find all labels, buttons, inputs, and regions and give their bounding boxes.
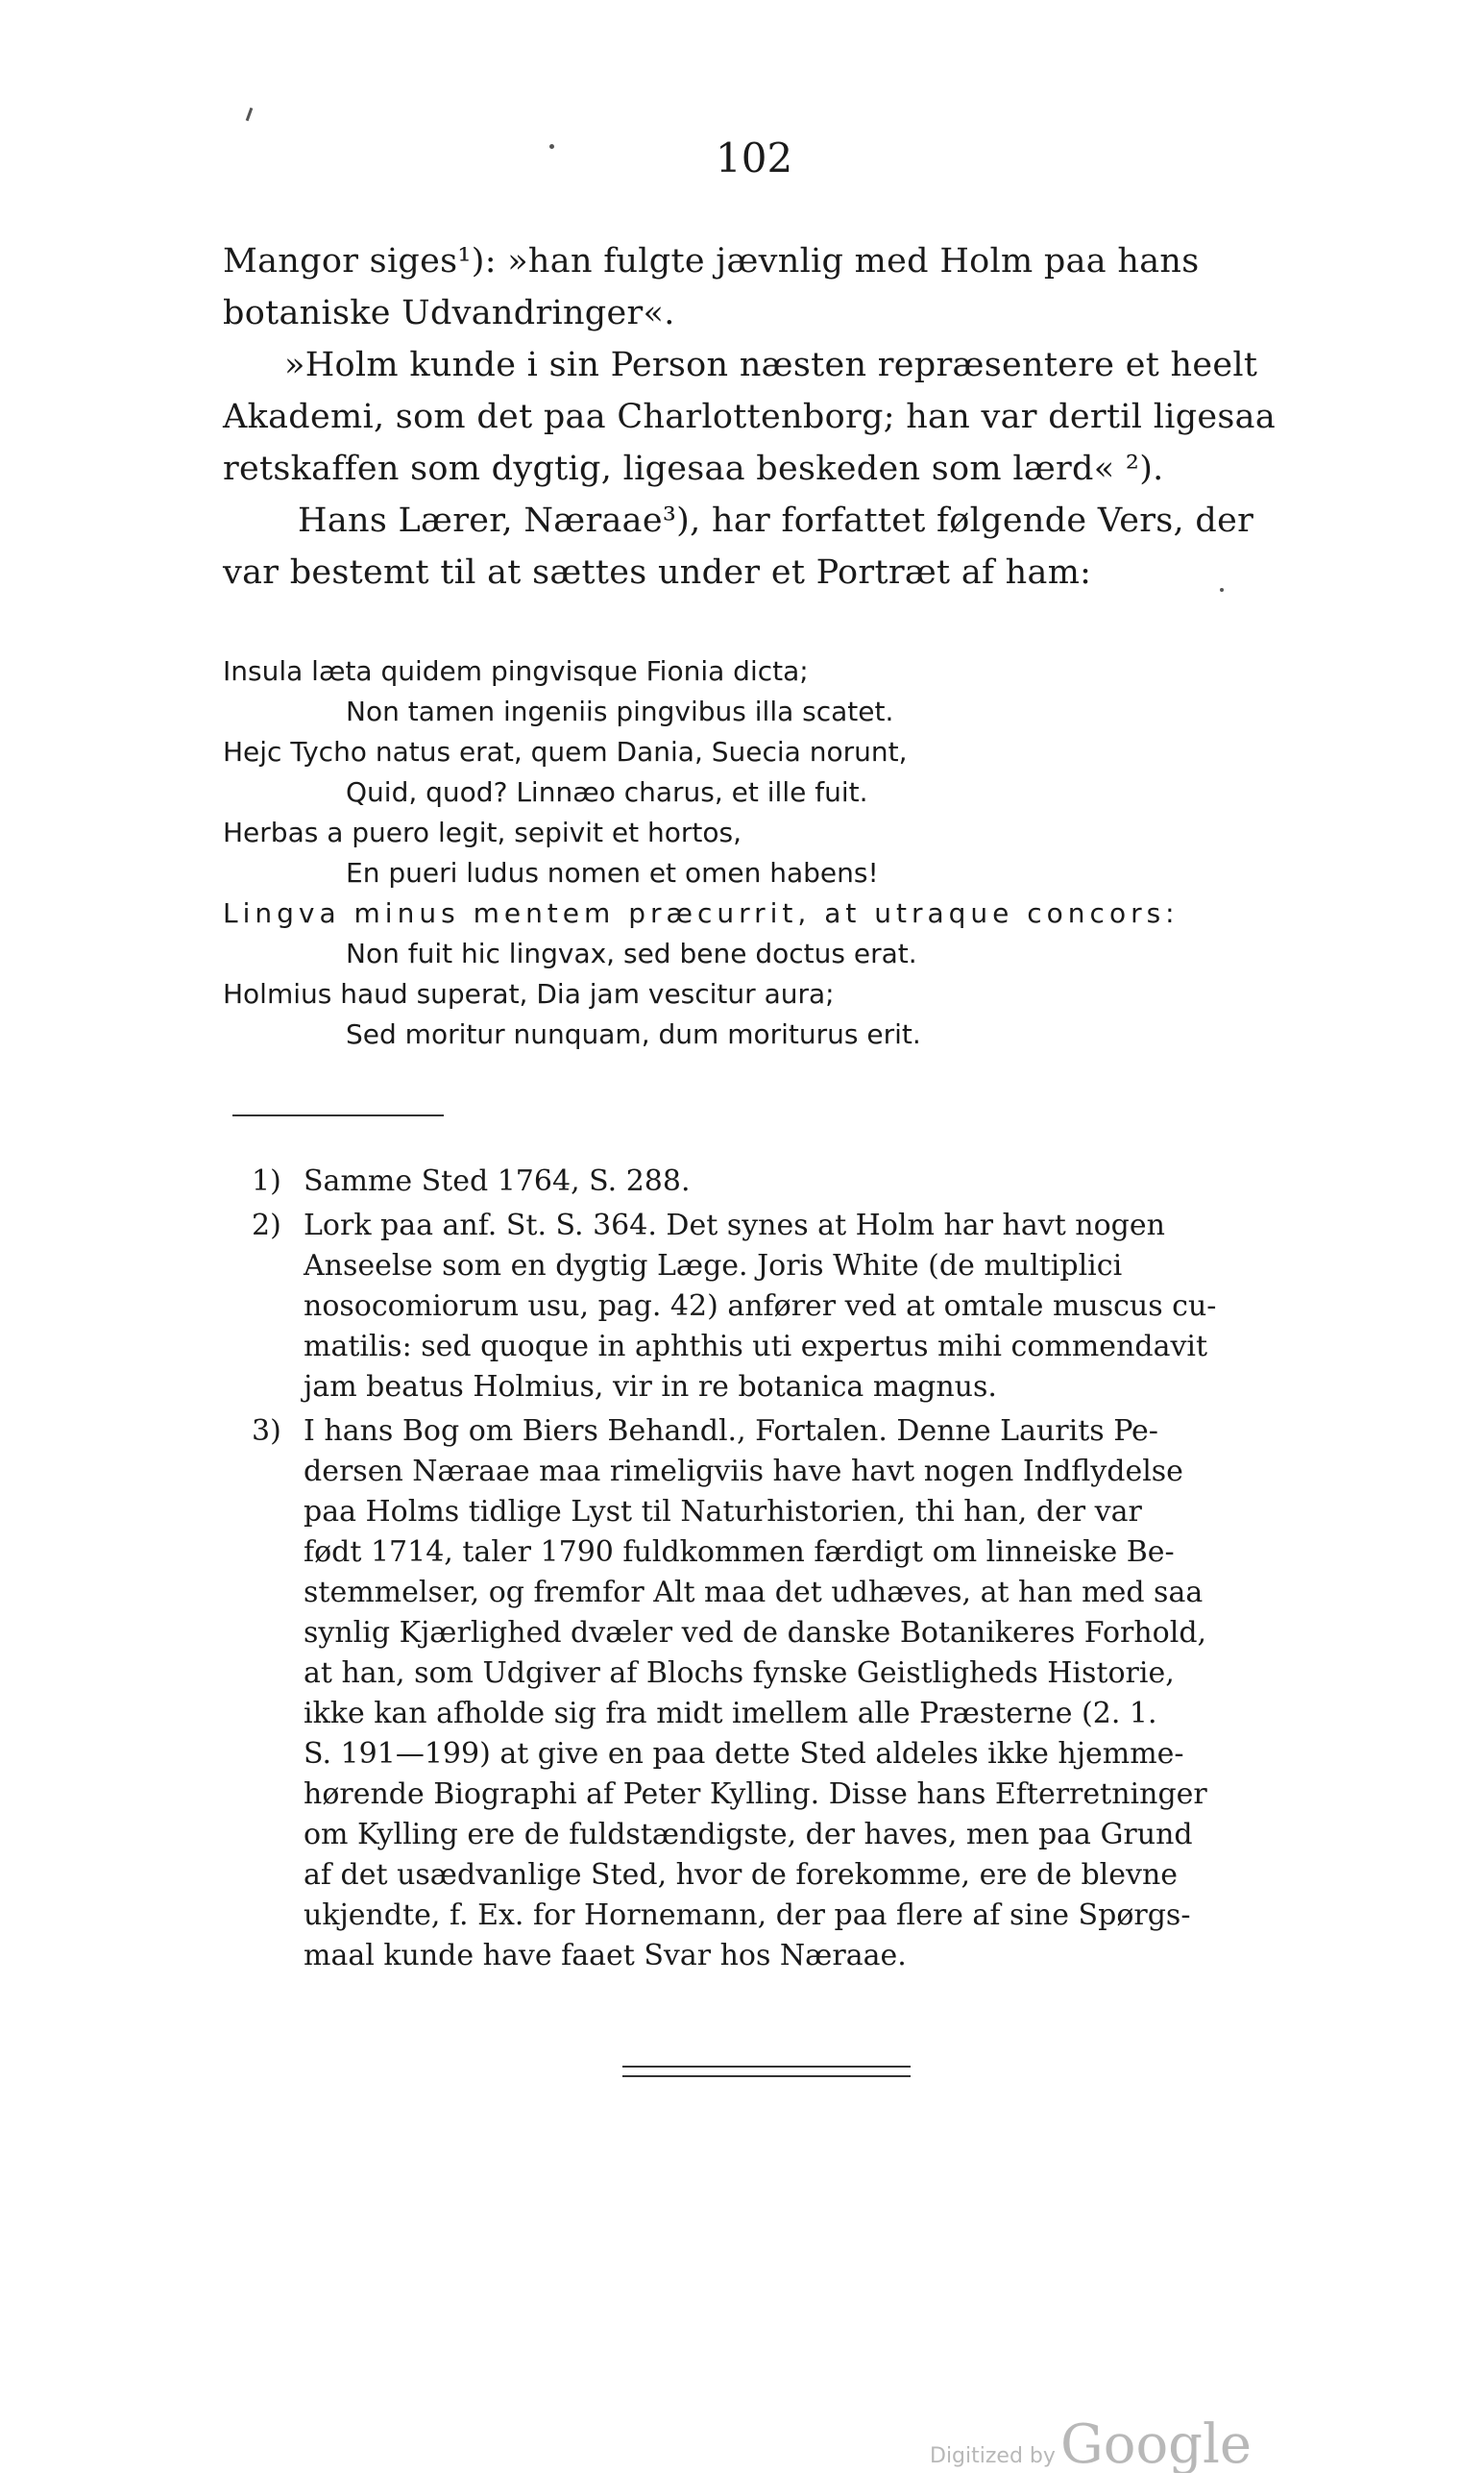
body-line: Mangor siges¹): »han fulgte jævnlig med Holm paa hans (223, 242, 1200, 281)
verse-line: Holmius haud superat, Dia jam vescitur aura; (223, 978, 835, 1010)
footnote-line: om Kylling ere de fuldstændigste, der haves, men paa Grund (304, 1818, 1193, 1851)
body-line: Hans Lærer, Næraae³), har forfattet følgende Vers, der (298, 502, 1254, 540)
body-line: var bestemt til at sættes under et Portræt af ham: (223, 553, 1092, 592)
verse-line: Herbas a puero legit, sepivit et hortos, (223, 817, 742, 848)
body-line: retskaffen som dygtig, ligesaa beskeden som lærd« ²). (223, 450, 1164, 488)
verse-line: Quid, quod? Linnæo charus, et ille fuit. (346, 776, 868, 808)
verse-line: Non fuit hic lingvax, sed bene doctus erat. (346, 938, 917, 969)
scan-speck (246, 108, 254, 121)
scan-speck (1220, 588, 1224, 592)
footnote-line: S. 191—199) at give en paa dette Sted aldeles ikke hjemme- (304, 1737, 1184, 1771)
footnote-line: synlig Kjærlighed dvæler ved de danske Botanikeres Forhold, (304, 1616, 1207, 1650)
page-number: 102 (716, 135, 793, 182)
footnote-line: Lork paa anf. St. S. 364. Det synes at Holm har havt nogen (304, 1209, 1165, 1242)
end-rule-bottom (622, 2075, 911, 2077)
footnote-marker: 2) (252, 1209, 281, 1242)
digitized-by-google-watermark (930, 2413, 1252, 2473)
footnote-marker: 1) (252, 1164, 281, 1198)
body-line: Akademi, som det paa Charlottenborg; han var dertil ligesaa (223, 398, 1277, 436)
google-logo: Google (1060, 2413, 1253, 2473)
footnote-line: matilis: sed quoque in aphthis uti expertus mihi commendavit (304, 1330, 1208, 1363)
footnote-line: paa Holms tidlige Lyst til Naturhistorien, thi han, der var (304, 1495, 1142, 1529)
verse-line: En pueri ludus nomen et omen habens! (346, 857, 879, 889)
footnote-line: hørende Biographi af Peter Kylling. Disse hans Efterretninger (304, 1777, 1207, 1811)
footnote-line: dersen Næraae maa rimeligviis have havt nogen Indflydelse (304, 1455, 1183, 1488)
verse-line: Hejc Tycho natus erat, quem Dania, Suecia norunt, (223, 736, 908, 768)
body-line: »Holm kunde i sin Person næsten repræsentere et heelt (284, 346, 1258, 384)
end-rule-top (622, 2066, 911, 2068)
footnote-line: nosocomiorum usu, pag. 42) anfører ved at omtale muscus cu- (304, 1289, 1217, 1323)
scan-speck (549, 144, 554, 149)
footnote-line: stemmelser, og fremfor Alt maa det udhæves, at han med saa (304, 1576, 1204, 1609)
footnote-line: Anseelse som en dygtig Læge. Joris White (de multiplici (304, 1249, 1123, 1283)
footnote-line: ukjendte, f. Ex. for Hornemann, der paa flere af sine Spørgs- (304, 1898, 1191, 1932)
footnote-line: at han, som Udgiver af Blochs fynske Geistligheds Historie, (304, 1656, 1175, 1690)
footnote-line: af det usædvanlige Sted, hvor de forekomme, ere de blevne (304, 1858, 1179, 1892)
verse-line: Sed moritur nunquam, dum moriturus erit. (346, 1018, 921, 1050)
footnote-line: født 1714, taler 1790 fuldkommen færdigt om linneiske Be- (304, 1535, 1175, 1569)
body-line: botaniske Udvandringer«. (223, 294, 675, 332)
watermark-prefix: Digitized by (930, 2444, 1056, 2468)
verse-line: Non tamen ingeniis pingvibus illa scatet. (346, 696, 894, 727)
footnote-line: Samme Sted 1764, S. 288. (304, 1164, 691, 1198)
footnote-marker: 3) (252, 1414, 281, 1448)
footnote-line: ikke kan afholde sig fra midt imellem alle Præsterne (2. 1. (304, 1697, 1157, 1730)
footnote-separator (232, 1114, 444, 1116)
footnote-line: I hans Bog om Biers Behandl., Fortalen. Denne Laurits Pe- (304, 1414, 1158, 1448)
footnote-line: jam beatus Holmius, vir in re botanica magnus. (304, 1370, 997, 1404)
verse-line: Insula læta quidem pingvisque Fionia dicta; (223, 655, 809, 687)
verse-line: Lingva minus mentem præcurrit, at utraque concors: (223, 897, 1180, 929)
footnote-line: maal kunde have faaet Svar hos Næraae. (304, 1939, 907, 1972)
